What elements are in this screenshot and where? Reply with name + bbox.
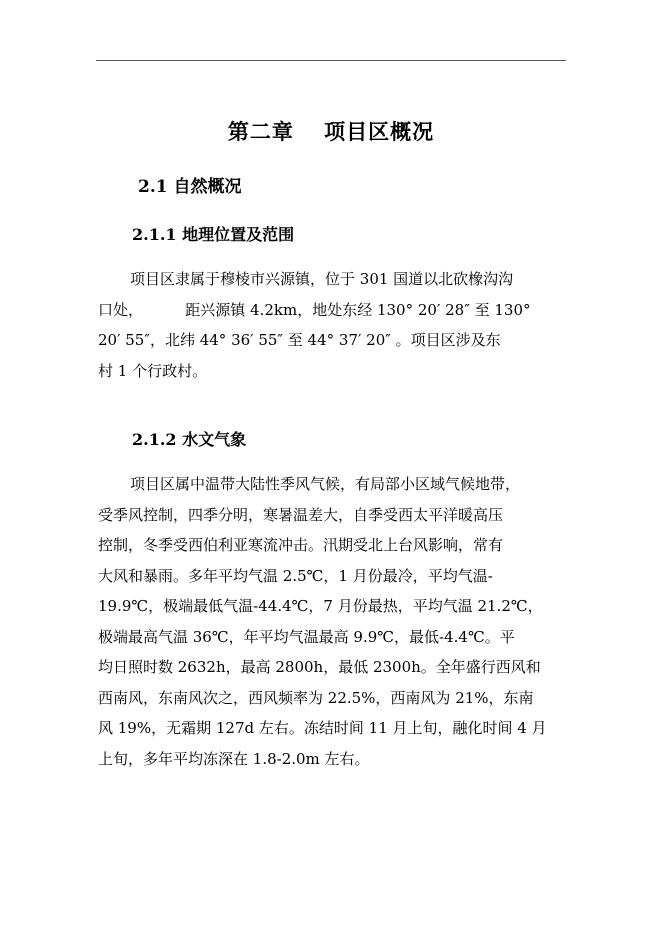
paragraph-line: 控制，冬季受西伯利亚寒流冲击。汛期受北上台风影响，常有 (98, 536, 504, 554)
paragraph-location (98, 264, 560, 386)
paragraph-line: 西南风，东南风次之，西风频率为 22.5%，西南风为 21%，东南 (98, 688, 534, 707)
paragraph-line: 19.9℃，极端最低气温-44.4℃，7 月份最热，平均气温 21.2℃， (98, 597, 543, 615)
section-title: 2.1 自然概况 (138, 177, 242, 197)
paragraph-line: 口处， 距兴源镇 4.2km，地处东经 130° 20′ 28″ 至 130° (98, 300, 531, 319)
paragraph-line: 均日照时数 2632h，最高 2800h，最低 2300h。全年盛行西风和 (98, 658, 541, 676)
paragraph-line: 风 19%，无霜期 127d 左右。冻结时间 11 月上旬，融化时间 4 月 (98, 719, 547, 737)
paragraph-line: 项目区隶属于穆棱市兴源镇，位于 301 国道以北砍橡沟沟 (130, 270, 514, 288)
paragraph-line: 极端最高气温 36℃，年平均气温最高 9.9℃，最低-4.4℃。平 (98, 627, 515, 646)
paragraph-line: 项目区属中温带大陆性季风气候，有局部小区域气候地带， (130, 475, 521, 493)
paragraph-hydrology (98, 469, 560, 774)
paragraph-line: 受季风控制，四季分明，寒暑温差大，自季受西太平洋暖高压 (98, 505, 504, 524)
paragraph-line: 20′ 55″，北纬 44° 36′ 55″ 至 44° 37′ 20″ 。项目区涉及东 (98, 331, 501, 349)
paragraph-line: 大风和暴雨。多年平均气温 2.5℃，1 月份最冷，平均气温- (98, 566, 493, 585)
subsection-title-hydrology: 2.1.2 水文气象 (132, 430, 247, 449)
chapter-title: 第二章 项目区概况 (227, 119, 435, 144)
header-rule (96, 60, 566, 61)
paragraph-line: 上旬，多年平均冻深在 1.8-2.0m 左右。 (98, 749, 370, 768)
subsection-title-location: 2.1.1 地理位置及范围 (132, 225, 295, 244)
paragraph-line: 村 1 个行政村。 (98, 361, 208, 380)
